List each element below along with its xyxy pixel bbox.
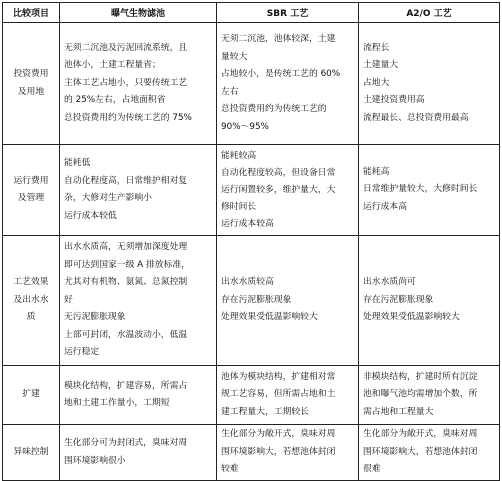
row-label: 扩建: [3, 366, 60, 425]
table-row: [3, 366, 500, 425]
header-a2o: A2/O 工艺: [359, 3, 500, 23]
header-baf: 曝气生物滤池: [60, 3, 217, 23]
cell-a2o: 生化部分为敞开式，臭味对周 围环境影响大，若想池体封闭 很难: [359, 425, 500, 481]
header-row: [3, 3, 500, 23]
row-label: 工艺效果 及出水水 质: [3, 236, 60, 366]
cell-a2o: 能耗高 日常维护量较大，大修时间长 运行成本高: [359, 145, 500, 236]
cell-baf: 无须二沉池及污泥回流系统，且 池体小，土建工程量省； 主体工艺占地小，只要传统工艺 的 25%左右，占地面积省 总投资费用约为传统工艺的 75%: [60, 23, 217, 145]
table-row: [3, 236, 500, 366]
cell-sbr: 生化部分为敞开式，臭味对周 围环境影响大，若想池体封闭 较难: [217, 425, 359, 481]
table-row: [3, 145, 500, 236]
header-sbr: SBR 工艺: [217, 3, 359, 23]
cell-a2o: 非模块结构，扩建时所有沉淀 池和曝气池均需增加个数，所 需占地和工程量大: [359, 366, 500, 425]
cell-sbr: 无须二沉池，池体较深，土建 量较大 占地较小，是传统工艺的 60% 左右 总投资费用约为传统工艺的 90%～95%: [217, 23, 359, 145]
header-item: 比较项目: [3, 3, 60, 23]
table-row: [3, 23, 500, 145]
row-label: 投资费用 及用地: [3, 23, 60, 145]
cell-a2o: 出水水质尚可 存在污泥膨胀现象 处理效果受低温影响较大: [359, 236, 500, 366]
table-row: [3, 425, 500, 481]
cell-sbr: 能耗较高 自动化程度较高，但设备日常 运行闲置较多，维护量大，大 修时间长 运行成本较高: [217, 145, 359, 236]
cell-baf: 生化部分可为封闭式，臭味对周 围环境影响很小: [60, 425, 217, 481]
cell-a2o: 流程长 土建量大 占地大 土建投资费用高 流程最长、总投资费用最高: [359, 23, 500, 145]
row-label: 异味控制: [3, 425, 60, 481]
cell-sbr: 出水水质较高 存在污泥膨胀现象 处理效果受低温影响较大: [217, 236, 359, 366]
cell-baf: 模块化结构，扩建容易，所需占 地和土建工作量小，工期短: [60, 366, 217, 425]
row-label: 运行费用 及管理: [3, 145, 60, 236]
cell-baf: 能耗低 自动化程度高，日常维护相对复 杂，大修对生产影响小 运行成本较低: [60, 145, 217, 236]
cell-baf: 出水水质高，无须增加深度处理 即可达到国家一级 A 排放标准， 尤其对有机物、氨氮、总氮控制 好 无污泥膨胀现象 上部可封闭，水温波动小，低温 运行稳定: [60, 236, 217, 366]
comparison-table: [2, 2, 500, 481]
cell-sbr: 池体为模块结构，扩建相对常 规工艺容易，但所需占地和土 建工程量大，工期较长: [217, 366, 359, 425]
